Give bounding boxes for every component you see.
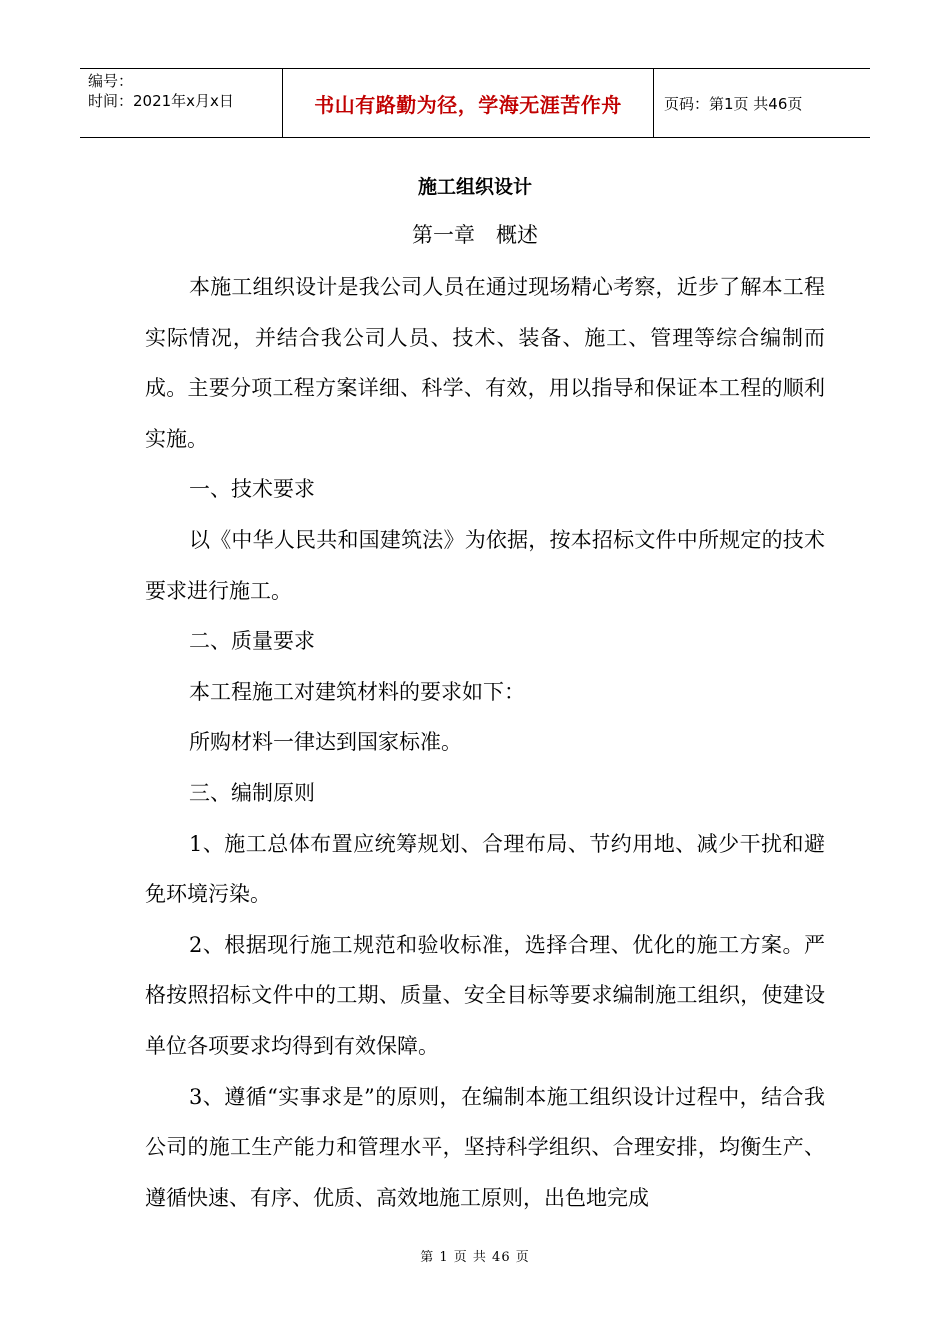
header-motto: 书山有路勤为径，学海无涯苦作舟 xyxy=(282,69,654,137)
section-heading-principles: 三、编制原则 xyxy=(189,780,315,805)
page-footer: 第 1 页 共 46 页 xyxy=(420,1250,530,1265)
section-heading-technical: 一、技术要求 xyxy=(189,477,315,502)
paragraph: 1、施工总体布置应统筹规划、合理布局、节约用地、减少干扰和避免环境污染。 xyxy=(145,831,825,907)
date-label: 时间：2021年x月x日 xyxy=(88,92,234,110)
header-meta xyxy=(80,69,282,137)
header-page-info: 页码：第1页 共46页 xyxy=(664,94,803,113)
paragraph: 本施工组织设计是我公司人员在通过现场精心考察，近步了解本工程实际情况，并结合我公司人员、技术、装备、施工、管理等综合编制而成。主要分项工程方案详细、科学、有效，用以指导和保证本工程的顺利实施。 xyxy=(145,275,825,451)
chapter-heading: 第一章 概述 xyxy=(412,223,538,247)
document-title: 施工组织设计 xyxy=(417,176,532,198)
paragraph: 3、遵循“实事求是”的原则，在编制本施工组织设计过程中，结合我公司的施工生产能力和管理水平，坚持科学组织、合理安排，均衡生产、遵循快速、有序、优质、高效地施工原则，出色地完成 xyxy=(145,1084,825,1210)
number-label: 编号： xyxy=(88,72,134,90)
paragraph: 以《中华人民共和国建筑法》为依据，按本招标文件中所规定的技术要求进行施工。 xyxy=(145,527,825,603)
section-heading-quality: 二、质量要求 xyxy=(189,629,315,654)
document-body xyxy=(145,262,825,1223)
paragraph: 本工程施工对建筑材料的要求如下： xyxy=(189,679,525,704)
page-header xyxy=(80,68,870,138)
paragraph: 所购材料一律达到国家标准。 xyxy=(189,730,462,755)
paragraph: 2、根据现行施工规范和验收标准，选择合理、优化的施工方案。严格按照招标文件中的工期、质量、安全目标等要求编制施工组织，使建设单位各项要求均得到有效保障。 xyxy=(145,932,825,1058)
